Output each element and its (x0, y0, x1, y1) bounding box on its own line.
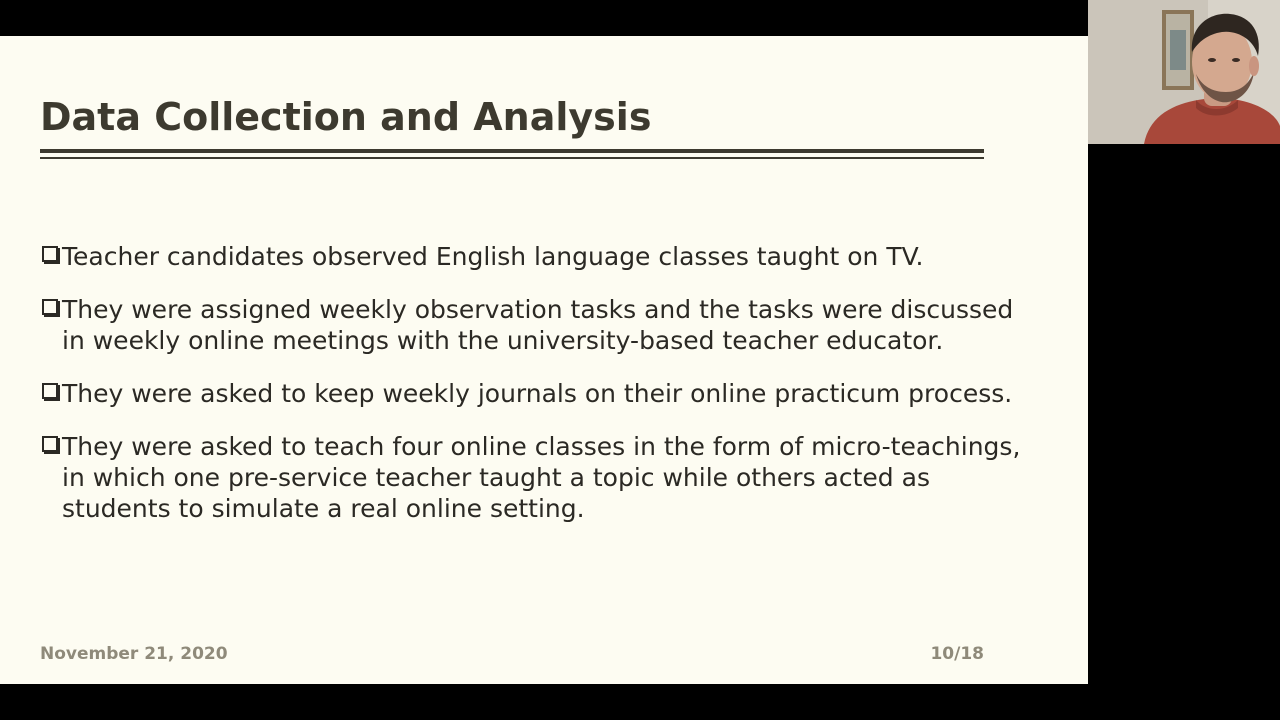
footer-page-number: 10/18 (930, 644, 984, 664)
person-video-feed-icon (1088, 0, 1280, 144)
checkbox-bullet-icon (42, 299, 58, 315)
bullet-text: They were assigned weekly observation tasks and the tasks were discussed in weekly online meetings with the university-based teacher educator. (62, 295, 1014, 355)
title-divider-thick-line (40, 149, 984, 153)
bullet-item (40, 431, 1030, 524)
bullet-item (40, 294, 1030, 356)
webcam-feed (1088, 0, 1280, 144)
bullet-item (40, 378, 1030, 409)
slide-title: Data Collection and Analysis (40, 95, 652, 139)
title-divider (40, 149, 984, 159)
checkbox-bullet-icon (42, 383, 58, 399)
bullet-text: They were asked to keep weekly journals on their online practicum process. (62, 379, 1013, 408)
title-divider-thin-line (40, 157, 984, 159)
bullet-list (40, 241, 1030, 546)
footer-date: November 21, 2020 (40, 644, 228, 664)
checkbox-bullet-icon (42, 246, 58, 262)
checkbox-bullet-icon (42, 436, 58, 452)
bullet-item (40, 241, 1030, 272)
bullet-text: Teacher candidates observed English language classes taught on TV. (62, 242, 924, 271)
bullet-text: They were asked to teach four online classes in the form of micro-teachings, in which one pre-service teacher taught a topic while others acted as students to simulate a real online setting. (62, 432, 1021, 523)
presentation-slide (0, 36, 1088, 684)
